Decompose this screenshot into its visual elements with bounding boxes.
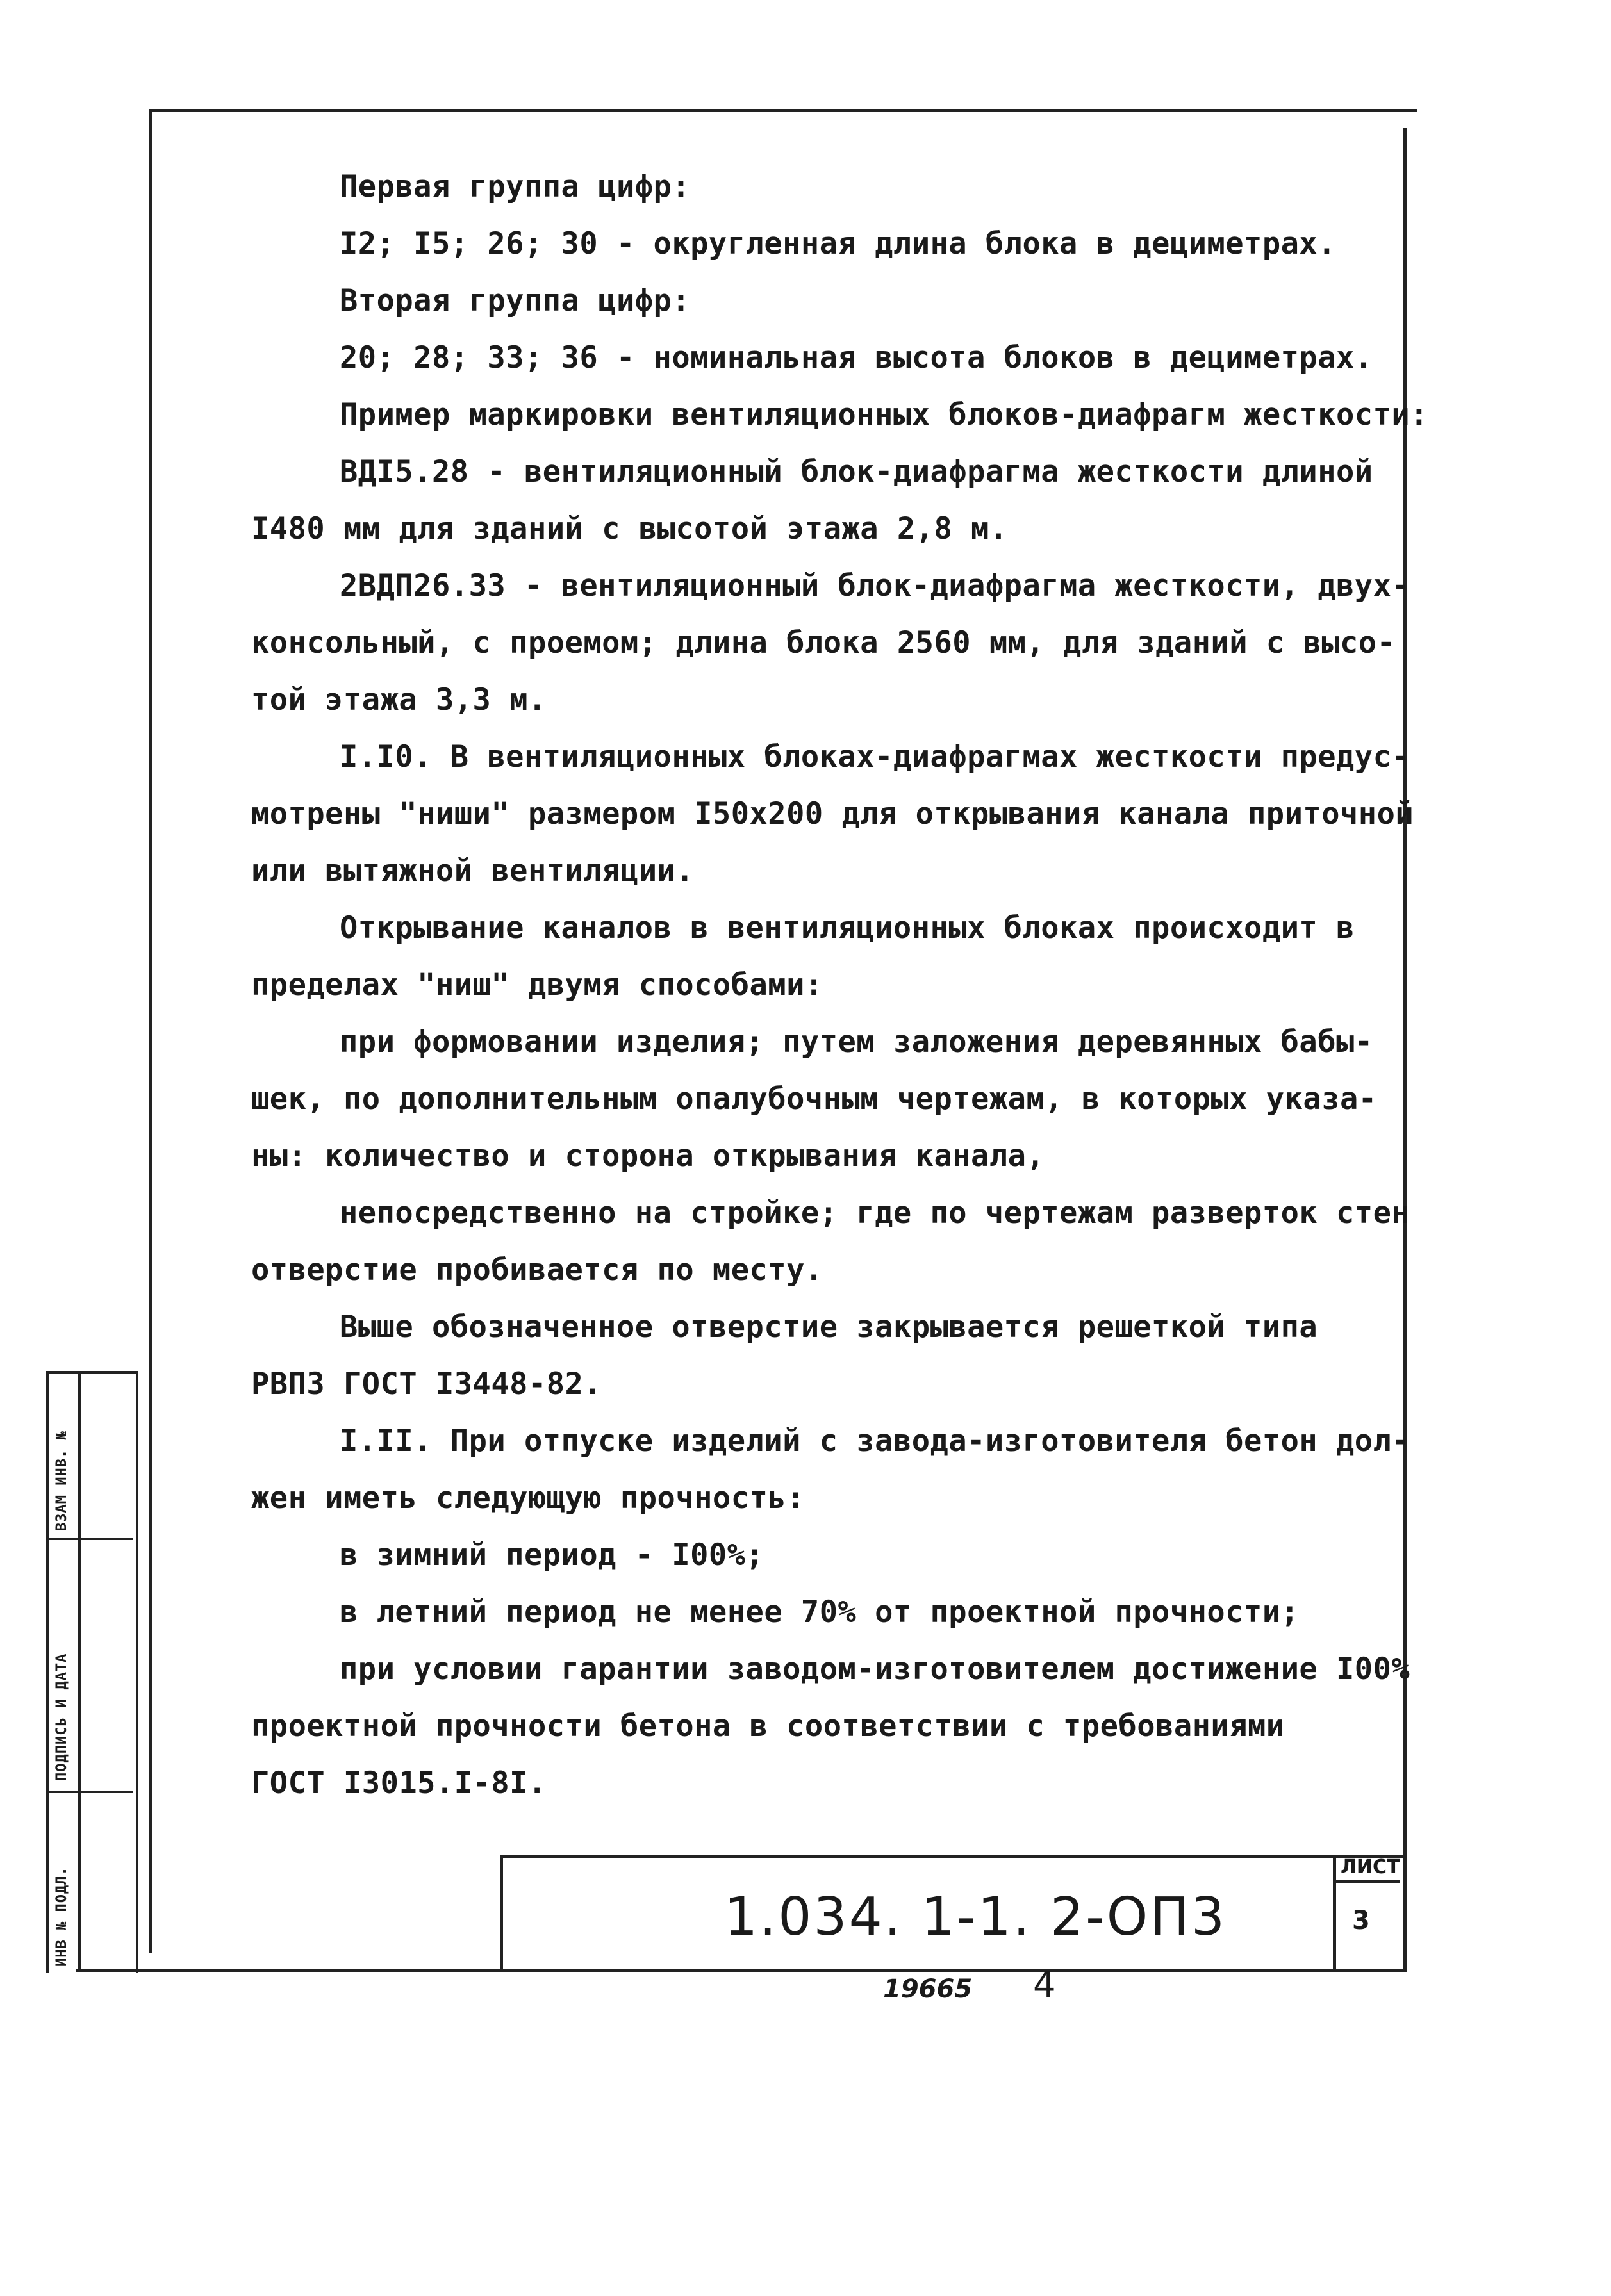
frame-left-border <box>149 109 152 1953</box>
text-line: в зимний период - I00%; <box>340 1538 764 1573</box>
text-line: Первая группа цифр: <box>340 169 691 204</box>
text-line: I2; I5; 26; 30 - округленная длина блока в дециметрах. <box>340 226 1337 261</box>
text-line: консольный, с проемом; длина блока 2560 мм, для зданий с высо- <box>251 625 1396 660</box>
text-line: в летний период не менее 70% от проектной прочности; <box>340 1595 1300 1630</box>
sheet-number: 3 <box>1352 1906 1370 1935</box>
text-line: Открывание каналов в вентиляционных блоках происходит в <box>340 910 1355 946</box>
text-line: ВДI5.28 - вентиляционный блок-диафрагма жесткости длиной <box>340 454 1373 489</box>
sheet-header-divider <box>1333 1880 1400 1883</box>
text-line: той этажа 3,3 м. <box>251 682 547 718</box>
stamp-label-inventory: ИНВ № ПОДЛ. <box>54 1866 70 1967</box>
text-line: мотрены "ниши" размером I50x200 для открывания канала приточной <box>251 796 1414 832</box>
text-line: Пример маркировки вентиляционных блоков-диафрагм жесткости: <box>340 397 1428 432</box>
text-line: I.I0. В вентиляционных блоках-диафрагмах жесткости предус- <box>340 739 1410 775</box>
text-line: I480 мм для зданий с высотой этажа 2,8 м. <box>251 511 1008 546</box>
text-line: шек, по дополнительным опалубочным чертежам, в которых указа- <box>251 1081 1377 1117</box>
text-line: 2ВДП26.33 - вентиляционный блок-диафрагма жесткости, двух- <box>340 568 1410 603</box>
stamp-label-signature-date: ПОДПИСЬ И ДАТА <box>54 1653 70 1781</box>
text-line: при условии гарантии заводом-изготовителем достижение I00% <box>340 1652 1410 1687</box>
text-line: жен иметь следующую прочность: <box>251 1480 805 1516</box>
text-line: 20; 28; 33; 36 - номинальная высота блоков в дециметрах. <box>340 340 1373 375</box>
text-line: проектной прочности бетона в соответствии с требованиями <box>251 1709 1285 1744</box>
text-line: I.II. При отпуске изделий с завода-изготовителя бетон дол- <box>340 1423 1410 1459</box>
frame-top-border <box>149 109 1417 112</box>
sheet-label: ЛИСТ <box>1341 1856 1400 1878</box>
text-line: при формовании изделия; путем заложения деревянных бабы- <box>340 1024 1373 1060</box>
stamp-label-replacement: ВЗАМ ИНВ. № <box>54 1431 70 1531</box>
text-line: ГОСТ I3015.I-8I. <box>251 1766 547 1801</box>
stamp-column-divider <box>78 1371 81 1971</box>
page-mark: 4 <box>1033 1964 1056 2006</box>
stamp-row-divider <box>46 1791 133 1793</box>
text-line: РВП3 ГОСТ I3448-82. <box>251 1366 602 1402</box>
text-line: отверстие пробивается по месту. <box>251 1252 823 1288</box>
archive-number: 19665 <box>883 1974 973 2004</box>
text-line: ны: количество и сторона открывания канала, <box>251 1138 1045 1174</box>
text-line: Выше обозначенное отверстие закрывается решеткой типа <box>340 1309 1318 1345</box>
document-code: 1.034. 1-1. 2-ОП3 <box>724 1887 1227 1948</box>
text-line: Вторая группа цифр: <box>340 283 691 318</box>
text-line: пределах "ниш" двумя способами: <box>251 967 823 1003</box>
stamp-row-divider <box>46 1538 133 1540</box>
text-line: непосредственно на стройке; где по чертежам разверток стен <box>340 1195 1410 1231</box>
text-line: или вытяжной вентиляции. <box>251 853 695 889</box>
